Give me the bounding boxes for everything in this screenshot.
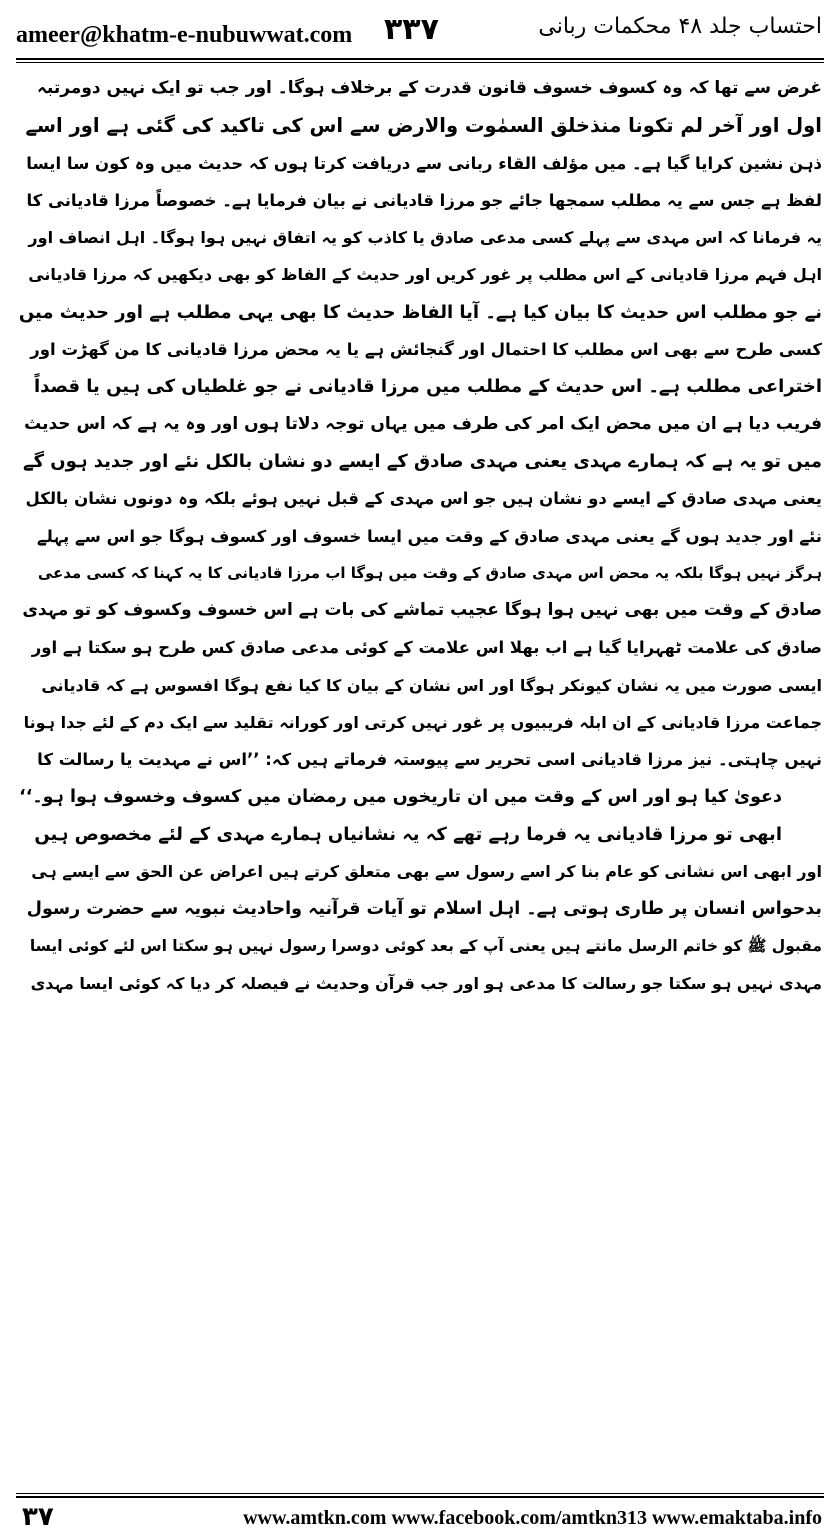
footer-links: www.amtkn.com www.facebook.com/amtkn313 www.emaktaba.info — [243, 1507, 822, 1529]
text-line: اول اور آخر لم تکونا منذخلق السمٰوت والارض سے اس کی تاکید کی گئی ہے اور اسے — [25, 114, 822, 138]
text-line: ذہن نشین کرایا گیا ہے۔ میں مؤلف القاء ربانی سے دریافت کرتا ہوں کہ حدیث میں وہ کون سا ایسا — [26, 153, 822, 173]
text-line: یہ فرمانا کہ اس مہدی سے پہلے کسی مدعی صادق یا کاذب کو یہ اتفاق نہیں ہوا ہوگا۔ اہل انصاف اور — [28, 228, 822, 248]
page-body — [18, 70, 822, 1474]
text-line: اہل فہم مرزا قادیانی کے اس مطلب پر غور کریں اور حدیث کے الفاظ کو بھی دیکھیں کہ مرزا قادیانی — [28, 265, 822, 285]
text-line: میں تو یہ ہے کہ ہمارے مہدی یعنی مہدی صادق کے ایسے دو نشان بالکل نئے اور جدید ہوں گے — [23, 450, 822, 472]
text-line: غرض سے تھا کہ وہ کسوف خسوف قانون قدرت کے برخلاف ہوگا۔ اور جب تو ایک نہیں دومرتبہ — [36, 78, 822, 98]
header-page-number: ۳۳۷ — [384, 12, 439, 47]
text-line: ایسی صورت میں یہ نشان کیونکر ہوگا اور اس نشان کے بیان کا کیا نفع ہوگا افسوس ہے کہ قادیانی — [41, 675, 822, 695]
header-book-title: احتساب جلد ۴۸ محکمات ربانی — [538, 14, 822, 39]
text-line: صادق کی علامت ٹھہرایا گیا ہے اب بھلا اس علامت کے کوئی مدعی صادق کس طرح ہو سکتا ہے اور — [31, 638, 822, 658]
text-line: صادق کے وقت میں بھی نہیں ہوا ہوگا عجیب تماشے کی بات ہے اس خسوف وکسوف کو تو مہدی — [22, 600, 822, 621]
text-line: نے جو مطلب اس حدیث کا بیان کیا ہے۔ آیا الفاظ حدیث کا بھی یہی مطلب ہے اور حدیث میں — [18, 301, 822, 323]
header-email: ameer@khatm-e-nubuwwat.com — [16, 22, 353, 48]
text-line: جماعت مرزا قادیانی کے ان ابلہ فریبیوں پر غور نہیں کرتی اور کورانہ تقلید سے ایک دم کے لئے جدا ہونا — [23, 713, 822, 733]
header-rule — [16, 58, 824, 60]
text-line: فریب دیا ہے ان میں محض ایک امر کی طرف میں یہاں توجہ دلاتا ہوں اور وہ یہ ہے کہ اس حدیث — [24, 413, 822, 434]
text-line: دعویٰ کیا ہو اور اس کے وقت میں ان تاریخوں میں رمضان میں کسوف وخسوف ہوا ہو۔‘‘ — [19, 786, 782, 807]
text-line: یعنی مہدی صادق کے ایسے دو نشان ہیں جو اس مہدی کے قبل نہیں ہوئے بلکہ وہ دونوں نشان بالکل — [25, 489, 822, 509]
text-line: بدحواس انسان پر طاری ہوتی ہے۔ اہل اسلام تو آیات قرآنیہ واحادیث نبویہ سے حضرت رسول — [26, 898, 822, 919]
text-line: ابھی تو مرزا قادیانی یہ فرما رہے تھے کہ یہ نشانیاں ہمارے مہدی کے لئے مخصوص ہیں — [34, 823, 782, 845]
text-line: اور ابھی اس نشانی کو عام بنا کر اسے رسول سے بھی متعلق کرتے ہیں اعراض عن الحق سے ایسے ہی — [31, 862, 822, 882]
text-line: مہدی نہیں ہو سکتا جو رسالت کا مدعی ہو اور جب قرآن وحدیث نے فیصلہ کر دیا کہ کوئی ایسا مہدی — [30, 974, 822, 994]
text-line: کسی طرح سے بھی اس مطلب کا احتمال اور گنجائش ہے یا یہ محض مرزا قادیانی کا من گھڑت اور — [30, 340, 822, 360]
text-line: ہرگز نہیں ہوگا بلکہ یہ محض اس مہدی صادق کے وقت میں ہوگا اب مرزا قادیانی کا یہ کہنا کہ کسی مدعی — [37, 563, 822, 582]
header-rule-thin — [16, 62, 824, 63]
text-line: لفظ ہے جس سے یہ مطلب سمجھا جائے جو مرزا قادیانی نے بیان فرمایا ہے۔ خصوصاً مرزا قادیانی کا — [26, 190, 822, 210]
footer-rule — [16, 1496, 824, 1498]
text-line: مقبول ﷺ کو خاتم الرسل مانتے ہیں یعنی آپ کے بعد کوئی دوسرا رسول نہیں ہو سکتا اس لئے کوئی ایسا — [29, 936, 822, 955]
page-header — [0, 0, 840, 58]
page-footer — [0, 1480, 840, 1540]
text-line: اختراعی مطلب ہے۔ اس حدیث کے مطلب میں مرزا قادیانی نے جو غلطیاں کی ہیں یا قصداً — [33, 376, 822, 398]
footer-rule-thin — [16, 1493, 824, 1494]
footer-page-number: ۳۷ — [22, 1502, 54, 1532]
text-line: نئے اور جدید ہوں گے یعنی مہدی صادق کے وقت میں ایسا خسوف اور کسوف ہوگا جو اس سے پہلے — [36, 526, 822, 546]
text-line: نہیں چاہتی۔ نیز مرزا قادیانی اسی تحریر سے پیوستہ فرماتے ہیں کہ: ’’اس نے مہدیت یا رسالت کا — [37, 750, 822, 770]
